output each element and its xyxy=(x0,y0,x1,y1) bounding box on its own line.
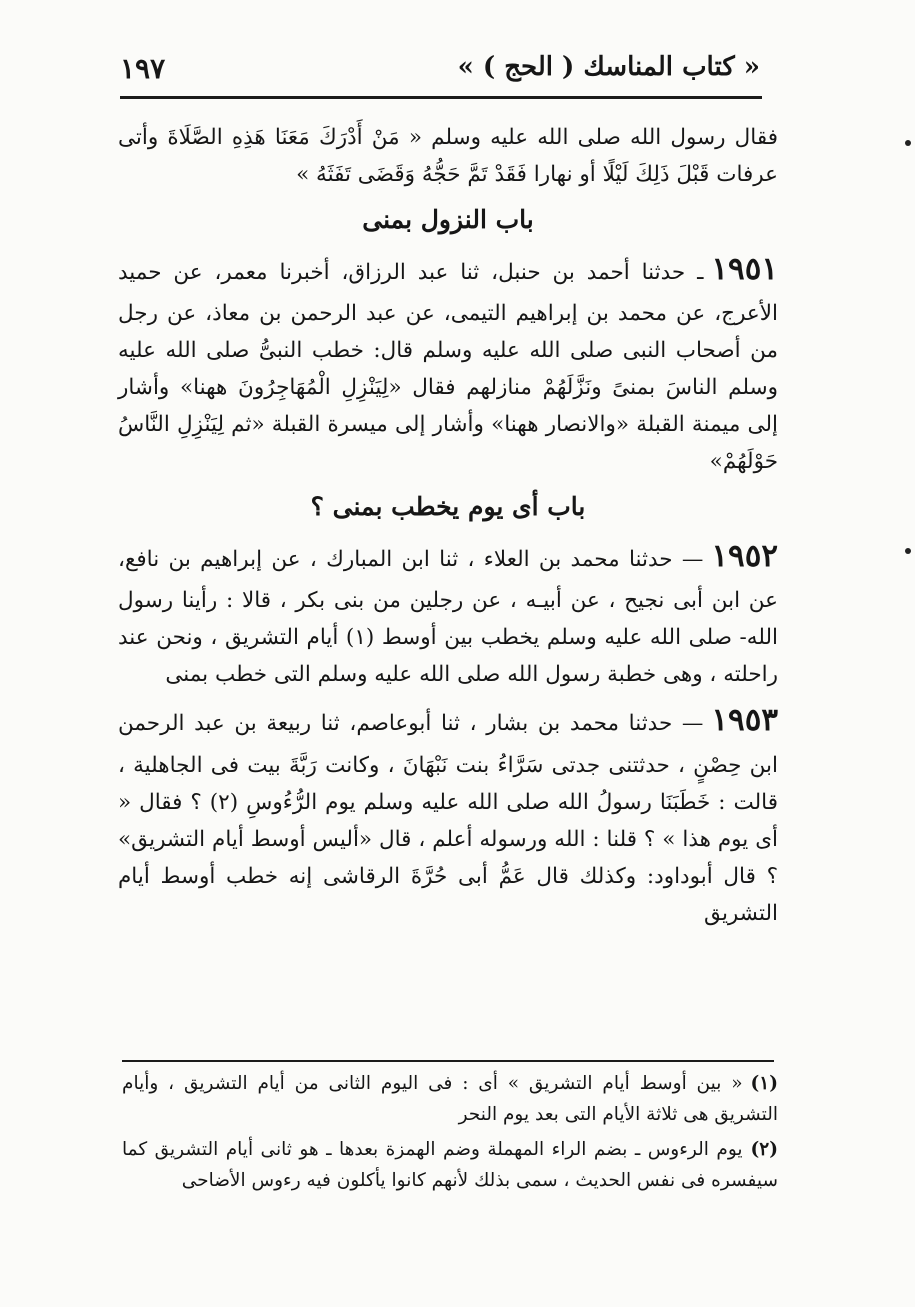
footnote-rule xyxy=(122,1060,774,1062)
chapter-heading-nuzul: باب النزول بمنى xyxy=(362,204,534,234)
hadith-number-1952: ١٩٥٢ xyxy=(711,538,778,575)
footnote-text: « بين أوسط أيام التشريق » أى : فى اليوم الثانى من أيام التشريق ، وأيام التشريق هى ثلاثة الأيام التى بعد يوم النحر xyxy=(122,1073,778,1126)
footnote-marker: (١) xyxy=(750,1073,778,1094)
footnote-1 xyxy=(122,1068,778,1130)
hadith-number-1951: ١٩٥١ xyxy=(711,250,778,287)
hadith-1952 xyxy=(118,530,778,694)
footnote-2 xyxy=(122,1134,778,1196)
chapter-heading-khutba: باب أى يوم يخطب بمنى ؟ xyxy=(310,492,586,522)
intro-paragraph: فقال رسول الله صلى الله عليه وسلم « مَنْ أَدْرَكَ مَعَنَا هَذِهِ الصَّلَاةَ وأتى عرفات قَبْلَ ذَلِكَ لَيْلًا أو نهارا فَقَدْ تَمَّ حَجُّهُ وَقَضَى تَفَثَهُ » xyxy=(118,125,778,187)
hadith-1952-text: — حدثنا محمد بن العلاء ، ثنا ابن المبارك ، عن إبراهيم بن نافع، عن ابن أبى نجيح ، عن أبيـه ، عن رجلين من بنى بكر ، قالا : رأينا رسول الله- صلى الله عليه وسلم يخطب بين أوسط (١) أيام التشريق ، ونحن عند راحلته ، وهى خطبة رسول الله صلى الله عليه وسلم التى خطب بمنى xyxy=(118,547,778,688)
running-title: « كتاب المناسك ( الحج ) » xyxy=(457,52,760,82)
hadith-1951-text: ـ حدثنا أحمد بن حنبل، ثنا عبد الرزاق، أخبرنا معمر، عن حميد الأعرج، عن محمد بن إبراهيم التيمى، عن عبد الرحمن بن معاذ، عن رجل من أصحاب النبى صلى الله عليه وسلم قال: خطب النبىُّ صلى الله عليه وسلم الناسَ بمنىً ونَزَّلَهُمْ منازلهم فقال «لِيَنْزِلِ الْمُهَاجِرُونَ ههنا» وأشار إلى ميمنة القبلة «والانصار ههنا» وأشار إلى ميسرة القبلة «ثم لِيَنْزِلِ النَّاسُ حَوْلَهُمْ» xyxy=(118,259,778,475)
footnote-marker: (٢) xyxy=(750,1139,778,1161)
hadith-1953-text: — حدثنا محمد بن بشار ، ثنا أبوعاصم، ثنا ربيعة بن عبد الرحمن ابن حِصْنٍ ، حدثتنى جدتى سَرَّاءُ بنت نَبْهَانَ ، وكانت رَبَّةَ بيت فى الجاهلية ، قالت : خَطَبَنَا رسولُ الله صلى الله عليه وسلم يوم الرُّءُوسِ (٢) ؟ فقال « أى يوم هذا » ؟ قلنا : الله ورسوله أعلم ، قال «أليس أوسط أيام التشريق» ؟ قال أبوداود: وكذلك قال عَمُّ أبى حُرَّةَ الرقاشى إنه خطب أوسط أيام التشريق xyxy=(118,711,778,926)
main-text xyxy=(118,120,778,932)
page-number: ١٩٧ xyxy=(120,52,166,85)
header-rule xyxy=(120,96,762,99)
hadith-1953 xyxy=(118,694,778,932)
footnotes xyxy=(122,1068,778,1200)
margin-speck xyxy=(905,548,911,554)
hadith-1951 xyxy=(118,243,778,481)
hadith-number-1953: ١٩٥٣ xyxy=(711,702,778,739)
page-header xyxy=(120,52,760,92)
margin-speck xyxy=(905,140,911,146)
footnote-text: يوم الرءوس ـ بضم الراء المهملة وضم الهمزة بعدها ـ هو ثانى أيام التشريق كما سيفسره فى نفس الحديث ، سمى بذلك لأنهم كانوا يأكلون فيه رءوس الأضاحى xyxy=(122,1139,778,1192)
